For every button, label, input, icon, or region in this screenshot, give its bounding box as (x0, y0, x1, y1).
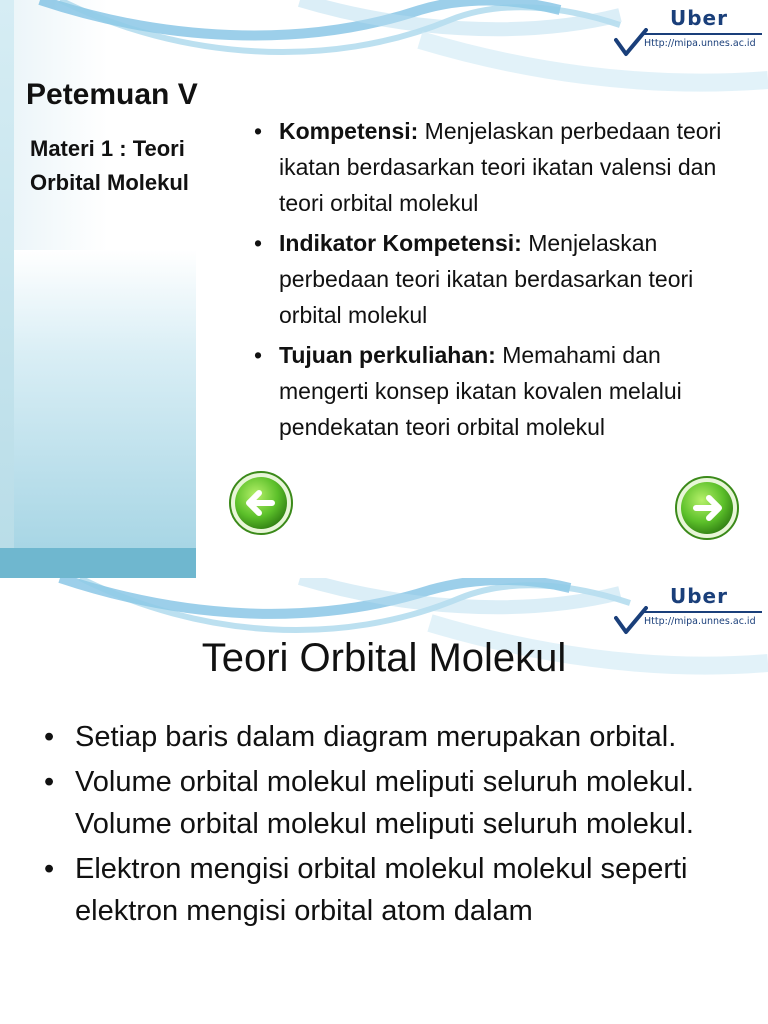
bullet-label: Indikator Kompetensi: (279, 230, 522, 256)
uber-logo (614, 584, 764, 644)
bullet-text: Memahami dan mengerti konsep ikatan kovalen melalui pendekatan teori orbital molekul (279, 342, 682, 440)
bullet-list (42, 716, 742, 935)
list-item (252, 337, 752, 445)
page-subtitle: Materi 1 : Teori Orbital Molekul (30, 136, 189, 195)
checkmark-icon (614, 28, 648, 58)
bullet-list (252, 113, 752, 449)
arrow-right-icon (674, 475, 740, 541)
page-title: Petemuan V (26, 78, 198, 111)
checkmark-icon (614, 606, 648, 636)
bullet-text: Menjelaskan perbedaan teori ikatan berdasarkan teori orbital molekul (279, 230, 694, 328)
logo-word: Uber (670, 584, 728, 608)
logo-word: Uber (670, 6, 728, 30)
logo-underline (644, 33, 762, 35)
uber-logo (614, 6, 764, 66)
slide-2 (0, 578, 768, 1024)
slide-title: Teori Orbital Molekul (201, 636, 567, 680)
logo-url: Http://mipa.unnes.ac.id (644, 616, 756, 627)
list-item (252, 225, 752, 333)
logo-underline (644, 611, 762, 613)
previous-slide-button[interactable] (228, 470, 294, 536)
list-item: • Volume orbital molekul meliputi seluruh molekul. Volume orbital molekul meliputi seluruh molekul. (42, 761, 742, 845)
list-item (252, 113, 752, 221)
next-slide-button[interactable] (674, 475, 740, 541)
sidebar-bottom-bar (0, 548, 196, 578)
logo-url: Http://mipa.unnes.ac.id (644, 38, 756, 49)
arrow-left-icon (228, 470, 294, 536)
list-item: • Elektron mengisi orbital molekul molekul seperti elektron mengisi orbital atom dalam (42, 848, 742, 932)
sidebar-panel (14, 250, 196, 548)
bullet-label: Kompetensi: (279, 118, 419, 144)
bullet-label: Tujuan perkuliahan: (279, 342, 496, 368)
bullet-text: Menjelaskan perbedaan teori ikatan berdasarkan teori ikatan valensi dan teori orbital molekul (279, 118, 722, 216)
list-item: • Setiap baris dalam diagram merupakan orbital. (42, 716, 742, 758)
